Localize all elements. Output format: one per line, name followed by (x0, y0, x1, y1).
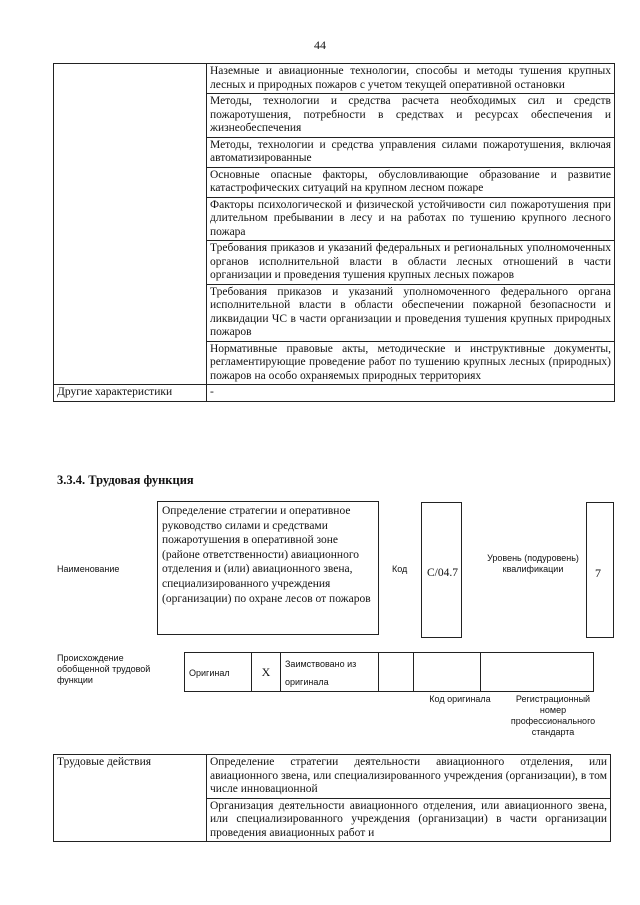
origin-label: Происхождение обобщенной трудовой функции (57, 653, 151, 685)
knowledge-item: Факторы психологической и физической устойчивости сил пожаротушения при длительном пребывании в лесу и на работах по тушению крупного лесного пожара (207, 197, 615, 241)
labor-action-item: Организация деятельности авиационного отделения, или авиационного звена, или специализированного учреждения (организации) в части организации проведения авиационных работ и (207, 798, 611, 842)
empty-label-cell (54, 64, 207, 385)
original-code-cell (414, 653, 481, 692)
knowledge-item: Требования приказов и указаний уполномоченного федерального органа исполнительной власти в области обеспечении пожарной безопасности и ликвидации ЧС в части организации и проведения тушения крупных природных пожаров (207, 284, 615, 341)
borrowed-cell (281, 653, 379, 692)
knowledge-item: Нормативные правовые акты, методические и инструктивные документы, регламентирующие проведение работ по тушению крупных лесных (природных) пожаров на особо охраняемых природных территориях (207, 341, 615, 385)
table-row (185, 653, 594, 692)
other-characteristics-label: Другие характеристики (54, 385, 207, 402)
section-title: 3.3.4. Трудовая функция (57, 473, 194, 487)
original-mark: X (252, 653, 281, 692)
original-label: Оригинал (189, 668, 230, 678)
origin-table (184, 652, 594, 692)
knowledge-item: Методы, технологии и средства управления силами пожаротушения, включая автоматизированные (207, 137, 615, 167)
knowledge-item: Наземные и авиационные технологии, способы и методы тушения крупных лесных и природных пожаров с учетом текущей оперативной остановки (207, 64, 615, 94)
code-caption: Код оригинала (429, 694, 491, 704)
other-characteristics-value: - (207, 385, 615, 402)
empty-cell (379, 653, 414, 692)
knowledge-item: Основные опасные факторы, обусловливающие образование и развитие катастрофических ситуаций на крупном лесном пожаре (207, 167, 615, 197)
borrowed-label: Заимствовано из оригинала (285, 659, 357, 687)
original-cell (185, 653, 252, 692)
qualification-level-label: Уровень (подуровень) квалификации (487, 553, 579, 574)
table-row (54, 385, 615, 402)
qualification-level-value: 7 (595, 566, 601, 580)
table-row (54, 64, 615, 94)
table-row (54, 755, 611, 799)
knowledge-item: Методы, технологии и средства расчета необходимых сил и средств пожаротушения, потребности в средствах и ресурсах обеспечения и жизнеобеспечения (207, 94, 615, 138)
page-number: 44 (314, 38, 326, 52)
function-code-box (421, 502, 462, 638)
labor-actions-table (53, 754, 611, 842)
labor-actions-label: Трудовые действия (54, 755, 207, 842)
name-label: Наименование (57, 564, 120, 574)
knowledge-item: Требования приказов и указаний федеральных и региональных уполномоченных органов исполнительной власти в области лесных отношений в части организации и проведения тушения крупных лесных пожаров (207, 241, 615, 285)
labor-action-item: Определение стратегии деятельности авиационного отделения, или авиационного звена, или специализированного учреждения (организации), в том числе инновационной (207, 755, 611, 799)
function-name-box: Определение стратегии и оперативное руководство силами и средствами пожаротушения в оперативной зоне (районе ответственности) авиационного отделения и (или) авиационного звена, специализированного учреждения (организации) по охране лесов от пожаров (157, 501, 379, 635)
registration-number-cell (481, 653, 594, 692)
code-label: Код (392, 564, 408, 574)
function-code-value: C/04.7 (427, 567, 458, 579)
registration-caption: Регистрационный номер профессионального стандарта (510, 694, 596, 737)
knowledge-table (53, 63, 615, 402)
qualification-level-box (586, 502, 614, 638)
